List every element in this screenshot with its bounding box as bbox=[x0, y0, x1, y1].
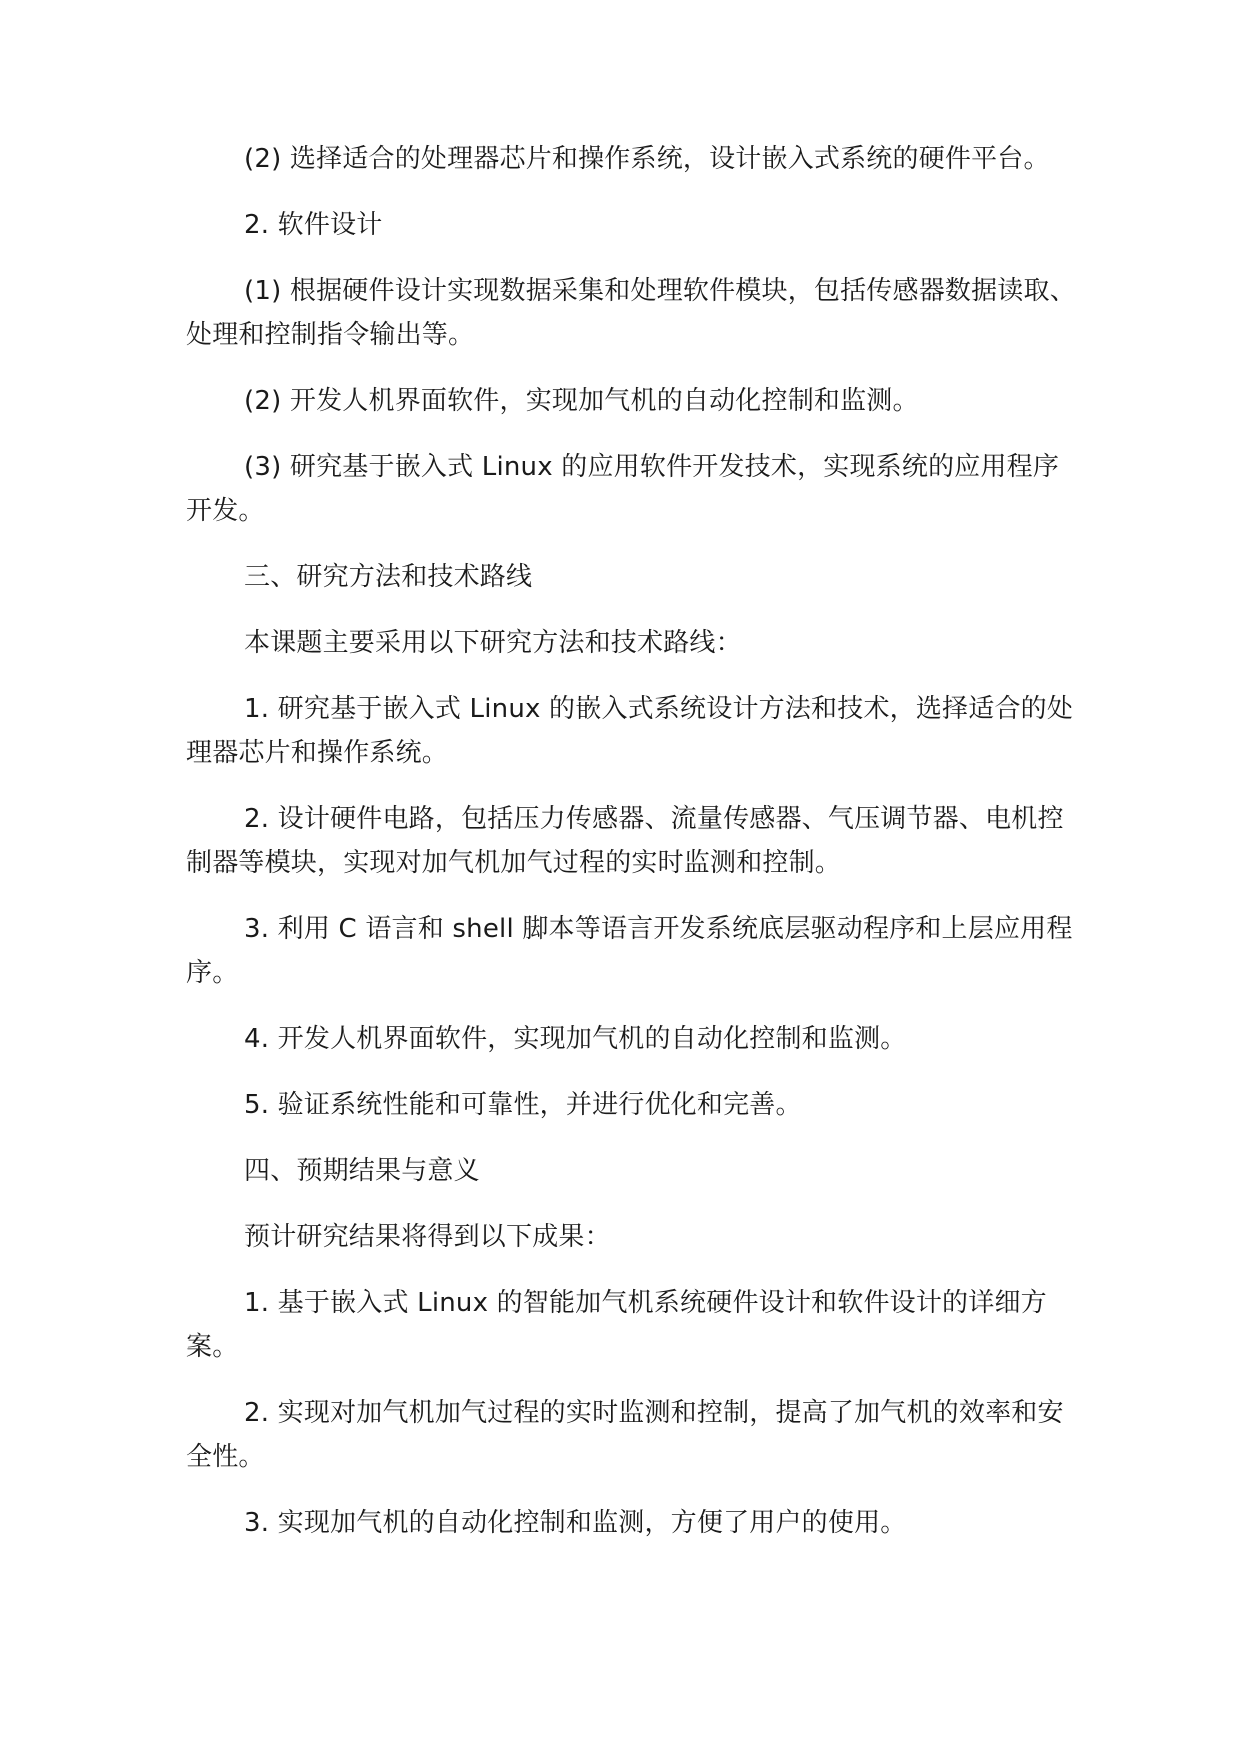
section-software-design: 2. 软件设计 bbox=[244, 210, 383, 240]
paragraph-hardware-platform: (2) 选择适合的处理器芯片和操作系统，设计嵌入式系统的硬件平台。 bbox=[244, 144, 1050, 174]
result-item-2: 2. 实现对加气机加气过程的实时监测和控制，提高了加气机的效率和安全性。 bbox=[186, 1398, 1064, 1472]
method-item-3: 3. 利用 C 语言和 shell 脚本等语言开发系统底层驱动程序和上层应用程序。 bbox=[186, 914, 1073, 988]
paragraph-linux-application: (3) 研究基于嵌入式 Linux 的应用软件开发技术，实现系统的应用程序开发。 bbox=[186, 452, 1060, 526]
method-item-1: 1. 研究基于嵌入式 Linux 的嵌入式系统设计方法和技术，选择适合的处理器芯片和操作系统。 bbox=[186, 694, 1074, 768]
paragraph-hmi-software: (2) 开发人机界面软件，实现加气机的自动化控制和监测。 bbox=[244, 386, 919, 416]
heading-expected-results: 四、预期结果与意义 bbox=[244, 1156, 480, 1186]
paragraph-methods-intro: 本课题主要采用以下研究方法和技术路线： bbox=[244, 628, 742, 658]
method-item-4: 4. 开发人机界面软件，实现加气机的自动化控制和监测。 bbox=[244, 1024, 907, 1054]
paragraph-data-acquisition: (1) 根据硬件设计实现数据采集和处理软件模块，包括传感器数据读取、处理和控制指令输出等。 bbox=[186, 276, 1076, 350]
result-item-3: 3. 实现加气机的自动化控制和监测，方便了用户的使用。 bbox=[244, 1508, 907, 1538]
method-item-2: 2. 设计硬件电路，包括压力传感器、流量传感器、气压调节器、电机控制器等模块，实现对加气机加气过程的实时监测和控制。 bbox=[186, 804, 1064, 878]
document-body bbox=[186, 137, 1076, 1567]
paragraph-results-intro: 预计研究结果将得到以下成果： bbox=[244, 1222, 611, 1252]
result-item-1: 1. 基于嵌入式 Linux 的智能加气机系统硬件设计和软件设计的详细方案。 bbox=[186, 1288, 1047, 1362]
method-item-5: 5. 验证系统性能和可靠性，并进行优化和完善。 bbox=[244, 1090, 802, 1120]
heading-methods: 三、研究方法和技术路线 bbox=[244, 562, 533, 592]
